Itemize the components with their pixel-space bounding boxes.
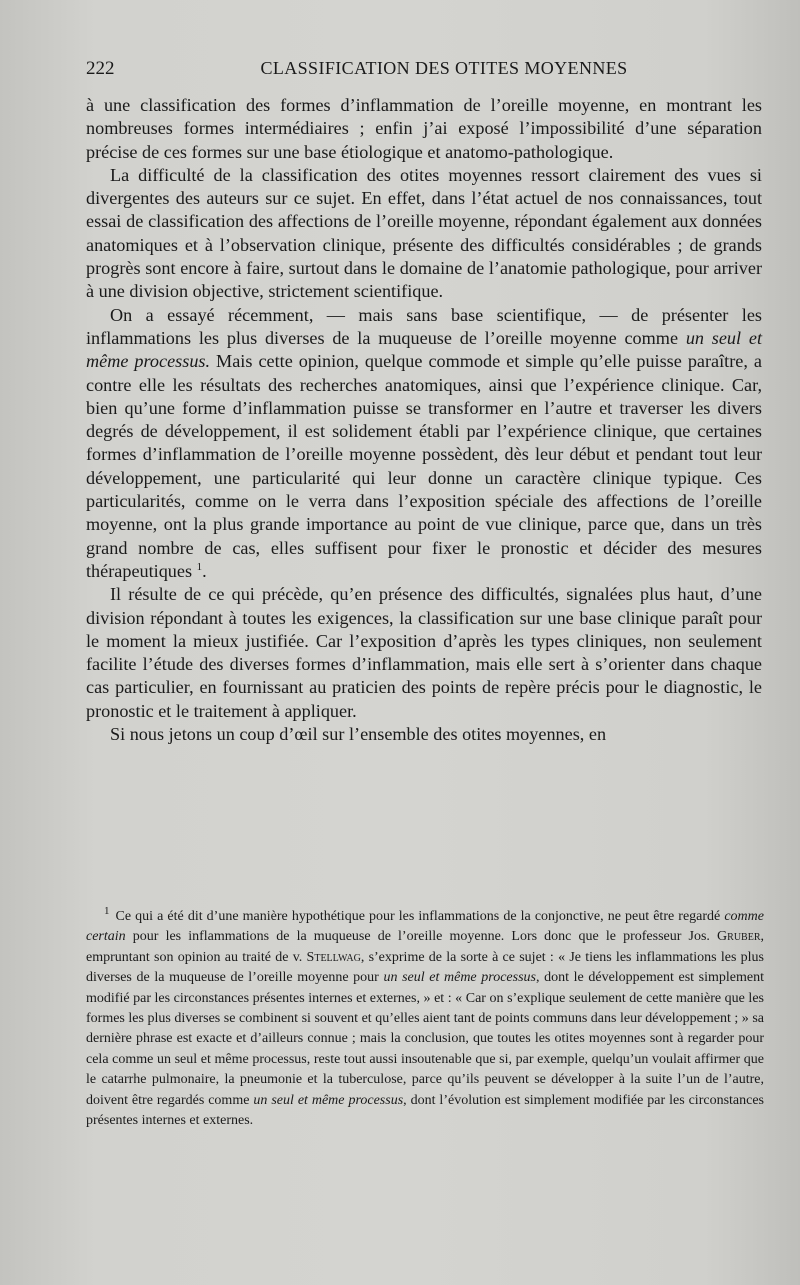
body-text: [86, 94, 762, 746]
paragraph-1: à une classification des formes d’inflammation de l’oreille moyenne, en montrant les nombreuses formes intermédiaires ; enfin j’ai exposé l’impossibilité d’une séparation précise de ces formes sur une base étiologique et anatomo-pathologique.: [86, 95, 762, 162]
footnote-emphasis-1: comme certain: [86, 909, 764, 945]
footnote-emphasis-2: un seul et même processus: [383, 970, 536, 986]
paragraph-2: La difficulté de la classification des otites moyennes ressort clairement des vues si divergentes des auteurs sur ce sujet. En effet, dans l’état actuel de nos connaissances, tout essai de classification des affections de l’oreille moyenne, répondant également aux données anatomiques et à l’observation clinique, présente des difficultés considérables ; de grands progrès sont encore à faire, surtout dans le domaine de l’anatomie pathologique, pour arriver à une division objective, strictement scientifique.: [86, 164, 762, 302]
author-name-gruber: Gruber: [717, 929, 761, 945]
footnote-emphasis-3: un seul et même processus: [253, 1092, 404, 1108]
footnote-reference[interactable]: 1: [196, 560, 203, 573]
footnote-text-1: Ce qui a été dit d’une manière hypothétique pour les inflammations de la conjonctive, ne peut être regardé: [115, 909, 725, 924]
footnote-1: [86, 907, 764, 1131]
paragraph-3-emphasis: un seul et même processus.: [86, 327, 762, 372]
footnote-text-4: , s’exprime de la sorte à ce sujet : « Je tiens les inflammations les plus diverses de la muqueuse de l’oreille moyenne pour: [86, 949, 765, 986]
footnote-text-5: , dont le développement est simplement modifié par les circonstances présentes internes et externes, » et : « Car on s’explique seulement de cette manière que les formes les plus diverses se combinent si souvent et qu’elles aient tant de points communs dans leur développement ; » sa dernière phrase est exacte et d’ailleurs connue ; mais la conclusion, que toutes les otites moyennes sont à regarder pour cela comme un seul et même processus, reste tout aussi insoutenable que si, par exemple, quelqu’un voulait affirmer que le catarrhe pulmonaire, la pneumonie et la tuberculose, parce qu’ils peuvent se développer à la suite l’un de l’autre, doivent être regardés comme: [86, 970, 764, 1108]
footnote-text-2: pour les inflammations de la muqueuse de l’oreille moyenne. Lors donc que le professeur Jos.: [125, 929, 718, 945]
author-name-stellwag: Stellwag: [306, 949, 361, 965]
paragraph-3-text-a: On a essayé récemment, — mais sans base scientifique, — de présenter les inflammations les plus diverses de la muqueuse de l’oreille moyenne comme: [86, 304, 762, 348]
running-title: CLASSIFICATION DES OTITES MOYENNES: [260, 58, 628, 78]
paragraph-3-end: .: [202, 560, 207, 581]
page-number: 222: [86, 58, 115, 79]
footnote-text-3: , empruntant son opinion au traité de v.: [86, 929, 764, 965]
paragraph-3: [86, 304, 762, 584]
footnote-text-6: , dont l’évolution est simplement modifiée par les circonstances présentes internes et externes.: [86, 1092, 764, 1129]
footnotes: [86, 907, 764, 1131]
paragraph-3-text-b: Mais cette opinion, quelque commode et simple qu’elle puisse paraître, a contre elle les résultats des recherches anatomiques, ainsi que l’expérience clinique. Car, bien qu’une forme d’inflammation puisse se transformer en l’autre et traverser les divers degrés de développement, il est solidement établi par l’expérience clinique, que certaines formes d’inflammation de l’oreille moyenne possèdent, dès leur début et pendant tout leur développement, une particularité qui leur donne un caractère clinique typique. Ces particularités, comme on le verra dans l’exposition spéciale des affections de l’oreille moyenne, ont la plus grande importance au point de vue clinique, parce que, dans un très grand nombre de cas, elles suffisent pour fixer le pronostic et décider des mesures thérapeutiques: [86, 351, 762, 581]
page-header: [86, 58, 762, 82]
footnote-number: 1: [104, 905, 110, 918]
paragraph-5: Si nous jetons un coup d’œil sur l’ensemble des otites moyennes, en: [110, 724, 607, 745]
paragraph-4: Il résulte de ce qui précède, qu’en présence des difficultés, signalées plus haut, d’une division répondant à toutes les exigences, la classification sur une base clinique paraît pour le moment la mieux justifiée. Car l’exposition d’après les types cliniques, non seulement facilite l’étude des diverses formes d’inflammation, mais elle sert à s’orienter dans chaque cas particulier, en fournissant au praticien des points de repère précis pour le diagnostic, le pronostic et le traitement à appliquer.: [86, 584, 762, 721]
